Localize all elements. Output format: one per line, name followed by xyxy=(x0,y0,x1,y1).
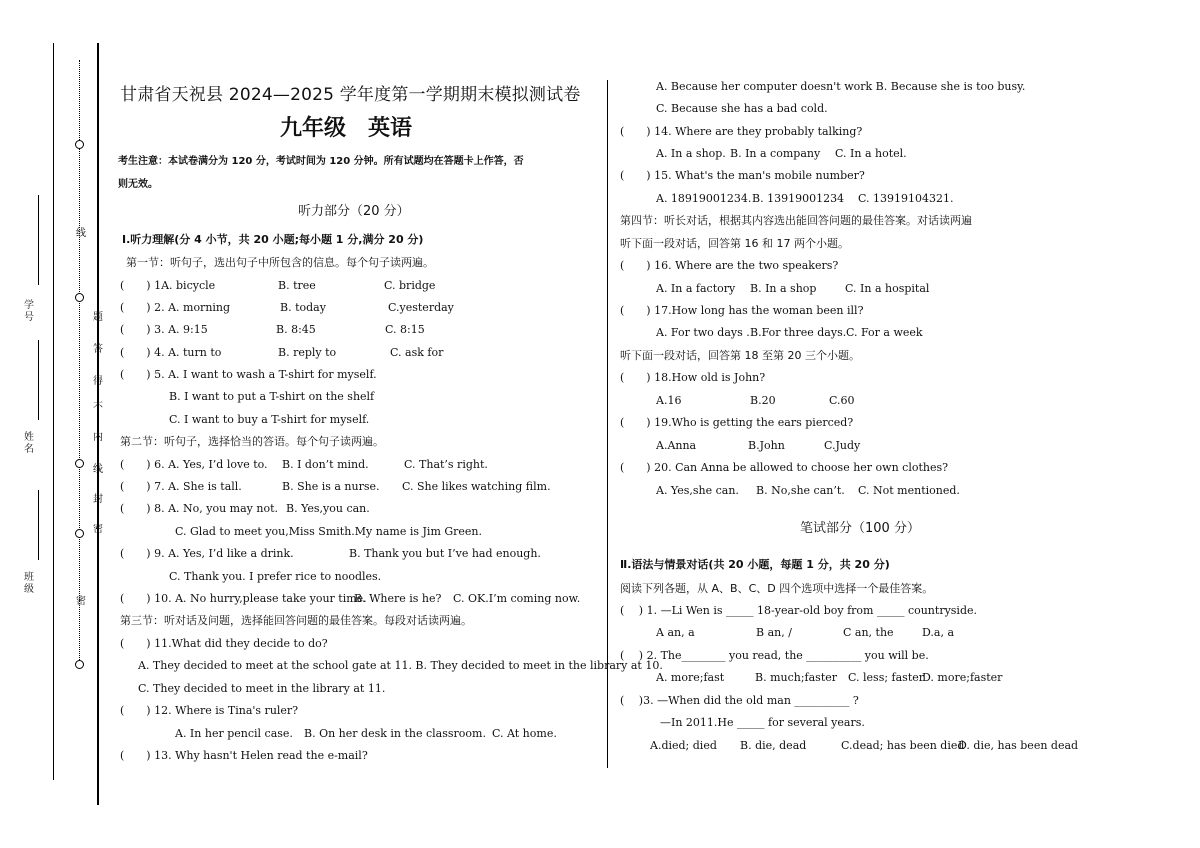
q8-stem: ( ) 8. A. No, you may not. xyxy=(120,502,278,515)
w2-stem: ( ) 2. The________ you read, the __________ you will be. xyxy=(620,649,929,662)
seal-char: 得 xyxy=(93,376,103,387)
exam-title: 甘肃省天祝县 2024—2025 学年度第一学期期末模拟测试卷 xyxy=(120,85,581,105)
seal-circle xyxy=(75,459,84,468)
q10-stem: ( ) 10. A. No hurry,please take your time. xyxy=(120,592,367,605)
q17-option-b: B.For three days. xyxy=(750,326,847,339)
q11-stem: ( ) 11.What did they decide to do? xyxy=(120,637,328,650)
q7-option-c: C. She likes watching film. xyxy=(402,480,551,493)
written-section-title: Ⅱ.语法与情景对话(共 20 小题，每题 1 分，共 20 分) xyxy=(620,558,890,571)
written-heading: 笔试部分（100 分） xyxy=(800,521,920,536)
q15-option-b: B. 13919001234 xyxy=(752,192,845,205)
w3-option-a: A.died; died xyxy=(650,739,717,752)
q20-stem: ( ) 20. Can Anna be allowed to choose her own clothes? xyxy=(620,461,949,474)
seal-dotted-line xyxy=(79,60,80,660)
w2-option-d: D. more;faster xyxy=(922,671,1003,684)
q20-option-b: B. No,she can’t. xyxy=(756,484,845,497)
q19-option-b: B.John xyxy=(748,439,785,452)
seal-char: 不 xyxy=(93,402,103,413)
q10-option-b: B. Where is he? xyxy=(354,592,442,605)
w3-stem: ( )3. —When did the old man __________ ? xyxy=(620,694,859,707)
q11-options-ab: A. They decided to meet at the school gate at 11. B. They decided to meet in the library at 10. xyxy=(138,659,663,672)
listening-heading: 听力部分（20 分） xyxy=(298,204,410,219)
seal-char: 线 xyxy=(93,464,103,475)
w1-option-d: D.a, a xyxy=(922,626,955,639)
q4-option-b: B. reply to xyxy=(278,346,337,359)
q16-stem: ( ) 16. Where are the two speakers? xyxy=(620,259,839,272)
seal-circle xyxy=(75,529,84,538)
seal-char: 内 xyxy=(93,432,103,443)
seal-char: 答 xyxy=(93,344,103,355)
w2-option-c: C. less; faster xyxy=(848,671,925,684)
seal-circle xyxy=(75,293,84,302)
seal-char: 封 xyxy=(93,494,103,505)
q2-stem: ( ) 2. A. morning xyxy=(120,301,231,314)
seal-char: 线 xyxy=(76,228,86,239)
q12-stem: ( ) 12. Where is Tina's ruler? xyxy=(120,704,299,717)
listening-section-title: Ⅰ.听力理解(分 4 小节，共 20 小题;每小题 1 分,满分 20 分) xyxy=(122,233,424,246)
w1-stem: ( ) 1. —Li Wen is _____ 18-year-old boy from _____ countryside. xyxy=(620,604,978,617)
q14-option-a: A. In a shop. xyxy=(656,147,726,160)
seal-circle xyxy=(75,140,84,149)
q6-option-b: B. I don’t mind. xyxy=(282,458,369,471)
q4-option-c: C. ask for xyxy=(390,346,444,359)
q14-stem: ( ) 14. Where are they probably talking? xyxy=(620,125,863,138)
class-label: 班级 xyxy=(24,572,34,595)
q20-option-c: C. Not mentioned. xyxy=(858,484,960,497)
q13-stem: ( ) 13. Why hasn't Helen read the e-mail? xyxy=(120,749,368,762)
q5-stem: ( ) 5. A. I want to wash a T-shirt for myself. xyxy=(120,368,377,381)
q11-option-c: C. They decided to meet in the library at 11. xyxy=(138,682,386,695)
q1-option-b: B. tree xyxy=(278,279,316,292)
name-line xyxy=(38,340,39,420)
q5-option-c: C. I want to buy a T-shirt for myself. xyxy=(169,413,370,426)
q9-option-b: B. Thank you but I’ve had enough. xyxy=(349,547,541,560)
q8-option-c: C. Glad to meet you,Miss Smith.My name is Jim Green. xyxy=(175,525,483,538)
part2-instruction: 第二节：听句子，选择恰当的答语。每个句子读两遍。 xyxy=(120,435,384,448)
w1-option-a: A an, a xyxy=(656,626,695,639)
q20-option-a: A. Yes,she can. xyxy=(656,484,739,497)
q19-option-a: A.Anna xyxy=(656,439,697,452)
q1-option-c: C. bridge xyxy=(384,279,436,292)
w1-option-c: C an, the xyxy=(843,626,894,639)
w2-option-b: B. much;faster xyxy=(755,671,838,684)
part4-dialogue-a: 听下面一段对话，回答第 16 和 17 两个小题。 xyxy=(620,237,849,250)
name-label: 姓名 xyxy=(24,432,34,455)
part4-instruction: 第四节：听长对话，根据其内容选出能回答问题的最佳答案。对话读两遍 xyxy=(620,214,972,227)
binding-outer-line xyxy=(53,43,54,780)
binding-inner-line xyxy=(97,43,99,805)
q17-stem: ( ) 17.How long has the woman been ill? xyxy=(620,304,864,317)
exam-subject: 九年级 英语 xyxy=(280,116,413,141)
notice-line-2: 则无效。 xyxy=(118,179,158,190)
w3-option-c: C.dead; has been died xyxy=(841,739,965,752)
q7-stem: ( ) 7. A. She is tall. xyxy=(120,480,242,493)
q3-option-b: B. 8:45 xyxy=(276,323,316,336)
q6-stem: ( ) 6. A. Yes, I’d love to. xyxy=(120,458,268,471)
q2-option-c: C.yesterday xyxy=(388,301,454,314)
class-line xyxy=(38,490,39,560)
seal-char: 题 xyxy=(93,312,103,323)
q3-option-c: C. 8:15 xyxy=(385,323,425,336)
part3-instruction: 第三节：听对话及问题，选择能回答问题的最佳答案。每段对话读两遍。 xyxy=(120,614,472,627)
written-instruction: 阅读下列各题，从 A、B、C、D 四个选项中选择一个最佳答案。 xyxy=(620,582,934,595)
seal-char: 密 xyxy=(76,596,86,607)
q18-stem: ( ) 18.How old is John? xyxy=(620,371,766,384)
part1-instruction: 第一节：听句子，选出句子中所包含的信息。每个句子读两遍。 xyxy=(126,256,434,269)
w1-option-b: B an, / xyxy=(756,626,792,639)
q18-option-c: C.60 xyxy=(829,394,855,407)
q12-option-c: C. At home. xyxy=(492,727,557,740)
q18-option-b: B.20 xyxy=(750,394,776,407)
q9-stem: ( ) 9. A. Yes, I’d like a drink. xyxy=(120,547,294,560)
q1-stem: ( ) 1A. bicycle xyxy=(120,279,216,292)
q12-option-b: B. On her desk in the classroom. xyxy=(304,727,486,740)
q13-options-ab: A. Because her computer doesn't work B. Because she is too busy. xyxy=(656,80,1026,93)
q16-option-c: C. In a hospital xyxy=(845,282,930,295)
seal-char: 密 xyxy=(93,524,103,535)
q5-option-b: B. I want to put a T-shirt on the shelf xyxy=(169,390,375,403)
q16-option-b: B. In a shop xyxy=(750,282,817,295)
q6-option-c: C. That’s right. xyxy=(404,458,488,471)
w3-option-d: D. die, has been dead xyxy=(958,739,1079,752)
w3-answer-line: —In 2011.He _____ for several years. xyxy=(660,716,865,729)
q9-option-c: C. Thank you. I prefer rice to noodles. xyxy=(169,570,382,583)
w3-option-b: B. die, dead xyxy=(740,739,807,752)
q12-option-a: A. In her pencil case. xyxy=(175,727,293,740)
part4-dialogue-b: 听下面一段对话，回答第 18 至第 20 三个小题。 xyxy=(620,349,860,362)
q3-stem: ( ) 3. A. 9:15 xyxy=(120,323,208,336)
student-id-label: 学号 xyxy=(24,300,34,323)
q15-option-c: C. 13919104321. xyxy=(858,192,954,205)
q10-option-c: C. OK.I’m coming now. xyxy=(453,592,581,605)
w2-option-a: A. more;fast xyxy=(656,671,725,684)
q14-option-c: C. In a hotel. xyxy=(835,147,907,160)
q4-stem: ( ) 4. A. turn to xyxy=(120,346,222,359)
q16-option-a: A. In a factory xyxy=(656,282,736,295)
q13-option-c: C. Because she has a bad cold. xyxy=(656,102,828,115)
q15-option-a: A. 18919001234. xyxy=(656,192,752,205)
notice-line-1: 考生注意：本试卷满分为 120 分，考试时间为 120 分钟。所有试题均在答题卡上作答，否 xyxy=(118,156,524,167)
q17-option-a: A. For two days . xyxy=(656,326,750,339)
q17-option-c: C. For a week xyxy=(846,326,923,339)
q7-option-b: B. She is a nurse. xyxy=(282,480,380,493)
seal-circle xyxy=(75,660,84,669)
q14-option-b: B. In a company xyxy=(730,147,821,160)
q8-option-b: B. Yes,you can. xyxy=(286,502,370,515)
q18-option-a: A.16 xyxy=(656,394,682,407)
q19-option-c: C.Judy xyxy=(824,439,861,452)
q15-stem: ( ) 15. What's the man's mobile number? xyxy=(620,169,865,182)
q19-stem: ( ) 19.Who is getting the ears pierced? xyxy=(620,416,854,429)
student-id-line xyxy=(38,195,39,285)
q2-option-b: B. today xyxy=(280,301,326,314)
